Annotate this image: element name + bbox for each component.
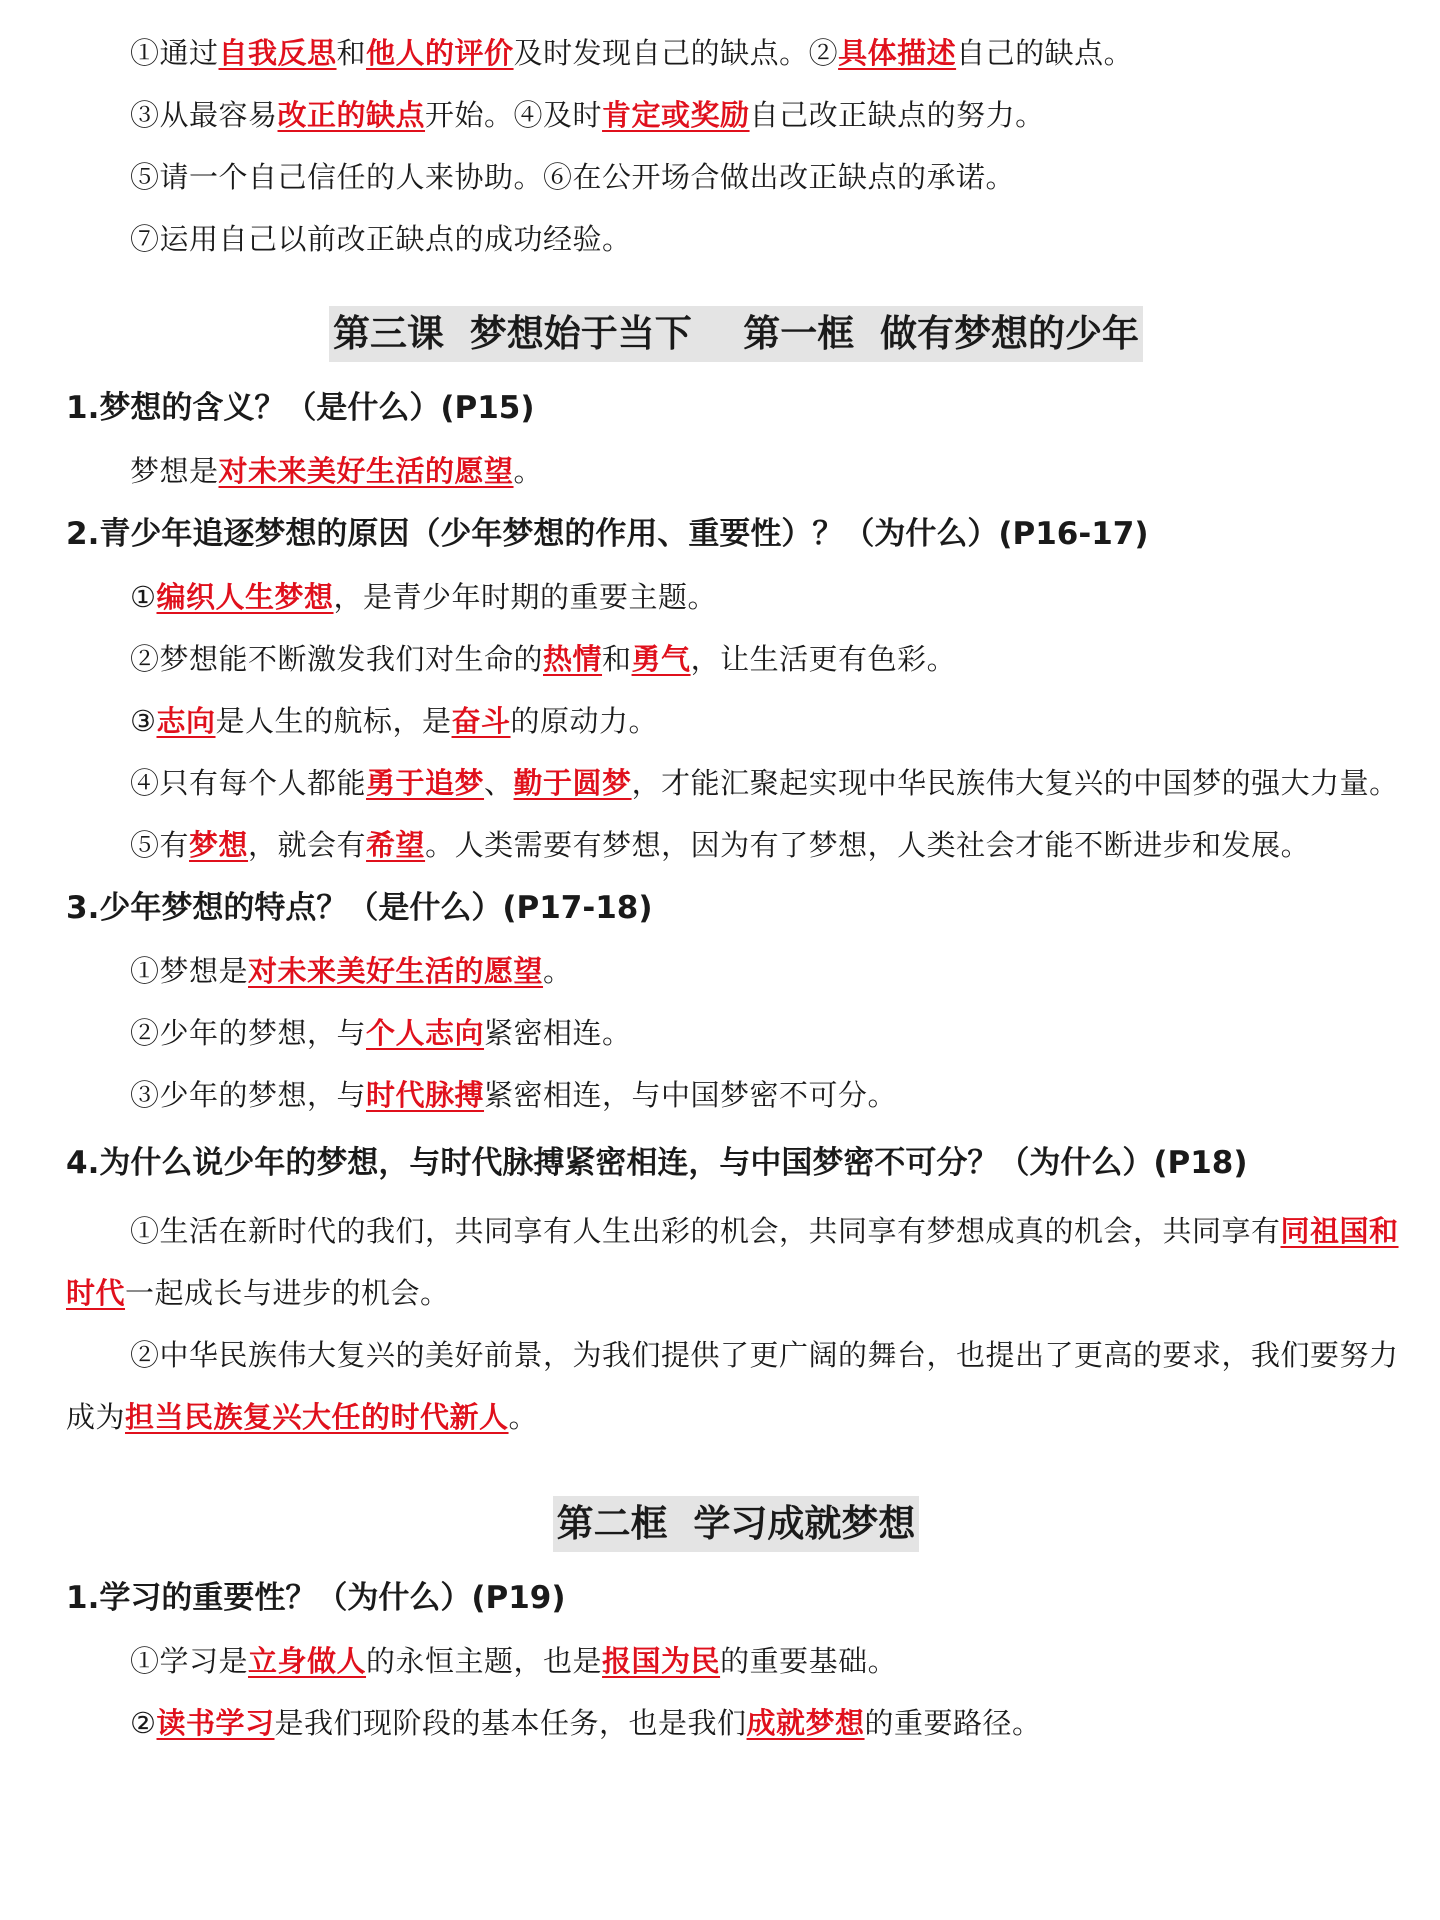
text-segment: ②梦想能不断激发我们对生命的 — [130, 642, 544, 676]
question-heading: 1.学习的重要性？（为什么）(P19) — [66, 1580, 566, 1616]
section-title: 第二框 学习成就梦想 — [553, 1496, 920, 1552]
question-heading: 4.为什么说少年的梦想，与时代脉搏紧密相连，与中国梦密不可分？（为什么）(P18) — [66, 1145, 1248, 1181]
text-segment: ①生活在新时代的我们，共同享有人生出彩的机会，共同享有梦想成真的机会，共同享有 — [130, 1214, 1281, 1248]
text-segment: ，是青少年时期的重要主题。 — [333, 580, 718, 614]
text-segment: 和 — [602, 642, 632, 676]
key-phrase: 改正的缺点 — [277, 98, 426, 132]
text-segment: 紧密相连。 — [484, 1016, 632, 1050]
key-phrase: 读书学习 — [156, 1706, 275, 1740]
question-heading: 2.青少年追逐梦想的原因（少年梦想的作用、重要性）？（为什么）(P16-17) — [66, 516, 1149, 552]
section-title: 第三课 梦想始于当下 第一框 做有梦想的少年 — [329, 306, 1143, 362]
text-segment: ①学习是 — [130, 1644, 249, 1678]
text-segment: 紧密相连，与中国梦密不可分。 — [484, 1078, 898, 1112]
answer-line — [66, 1630, 1406, 1692]
text-segment: 自己改正缺点的努力。 — [749, 98, 1045, 132]
question-heading: 1.梦想的含义？（是什么）(P15) — [66, 390, 535, 426]
key-phrase: 担当民族复兴大任的时代新人 — [125, 1400, 509, 1434]
question-heading: 3.少年梦想的特点？（是什么）(P17-18) — [66, 890, 653, 926]
key-phrase: 时代脉搏 — [366, 1078, 485, 1112]
text-segment: ② — [130, 1706, 157, 1740]
text-segment: 的重要路径。 — [864, 1706, 1042, 1740]
key-phrase: 成就梦想 — [746, 1706, 865, 1740]
text-segment: 的原动力。 — [510, 704, 659, 738]
key-phrase: 同祖国和时代 — [66, 1214, 1399, 1310]
key-phrase: 奋斗 — [451, 704, 511, 738]
text-segment: 的重要基础。 — [720, 1644, 898, 1678]
answer-line — [66, 1064, 1406, 1126]
key-phrase: 肯定或奖励 — [602, 98, 750, 132]
answer-line — [66, 940, 1406, 1002]
text-segment: ，让生活更有色彩。 — [690, 642, 957, 676]
text-segment: 是人生的航标，是 — [215, 704, 452, 738]
answer-line — [66, 1692, 1406, 1754]
key-phrase: 个人志向 — [366, 1016, 485, 1050]
text-segment: 。 — [513, 454, 544, 488]
key-phrase: 立身做人 — [248, 1644, 367, 1678]
text-segment: 、 — [484, 766, 514, 800]
key-phrase: 他人的评价 — [366, 36, 514, 70]
key-phrase: 报国为民 — [602, 1644, 721, 1678]
text-segment: ③ — [130, 704, 157, 738]
text-segment: ③从最容易 — [130, 98, 278, 132]
answer-line — [66, 1200, 1406, 1324]
key-phrase: 梦想 — [189, 828, 249, 862]
text-segment: ①通过 — [130, 36, 219, 70]
text-line: ⑤请一个自己信任的人来协助。⑥在公开场合做出改正缺点的承诺。 — [130, 160, 1016, 194]
text-segment: 及时发现自己的缺点。② — [513, 36, 839, 70]
text-segment: ③少年的梦想，与 — [130, 1078, 367, 1112]
answer-line — [66, 1002, 1406, 1064]
answer-line — [66, 690, 1406, 752]
text-segment: ① — [130, 580, 157, 614]
text-segment: 。人类需要有梦想，因为有了梦想，人类社会才能不断进步和发展。 — [425, 828, 1311, 862]
key-phrase: 具体描述 — [838, 36, 957, 70]
text-segment: 梦想是 — [130, 454, 219, 488]
text-segment: 。 — [508, 1400, 539, 1434]
text-segment: 的永恒主题，也是 — [366, 1644, 603, 1678]
text-segment: 。 — [543, 954, 573, 988]
answer-line — [66, 566, 1406, 628]
text-line — [66, 84, 1406, 146]
answer-line — [66, 628, 1406, 690]
text-segment: ②中华民族伟大复兴的美好前景，为我们提供了更广阔的舞台，也提出了更高的要求，我们要努力成为 — [66, 1338, 1399, 1434]
key-phrase: 编织人生梦想 — [156, 580, 334, 614]
key-phrase: 希望 — [366, 828, 426, 862]
answer-line — [66, 752, 1406, 814]
text-segment: ⑤有 — [130, 828, 190, 862]
key-phrase: 对未来美好生活的愿望 — [218, 454, 514, 488]
key-phrase: 勇于追梦 — [366, 766, 485, 800]
text-segment: 一起成长与进步的机会。 — [125, 1276, 450, 1310]
key-phrase: 对未来美好生活的愿望 — [248, 954, 544, 988]
text-line: ⑦运用自己以前改正缺点的成功经验。 — [130, 222, 632, 256]
text-segment: 开始。④及时 — [425, 98, 603, 132]
text-segment: ④只有每个人都能 — [130, 766, 367, 800]
key-phrase: 志向 — [156, 704, 216, 738]
text-segment: 是我们现阶段的基本任务，也是我们 — [274, 1706, 747, 1740]
text-segment: 和 — [336, 36, 367, 70]
text-segment: ①梦想是 — [130, 954, 249, 988]
text-segment: ，就会有 — [248, 828, 367, 862]
key-phrase: 自我反思 — [218, 36, 337, 70]
text-line — [66, 22, 1406, 84]
key-phrase: 热情 — [543, 642, 603, 676]
text-segment: 自己的缺点。 — [956, 36, 1134, 70]
text-segment: ，才能汇聚起实现中华民族伟大复兴的中国梦的强大力量。 — [631, 766, 1399, 800]
key-phrase: 勤于圆梦 — [513, 766, 632, 800]
answer-line — [66, 814, 1406, 876]
key-phrase: 勇气 — [631, 642, 691, 676]
text-segment: ②少年的梦想，与 — [130, 1016, 367, 1050]
answer-line — [66, 1324, 1406, 1448]
answer-line — [66, 440, 1406, 502]
